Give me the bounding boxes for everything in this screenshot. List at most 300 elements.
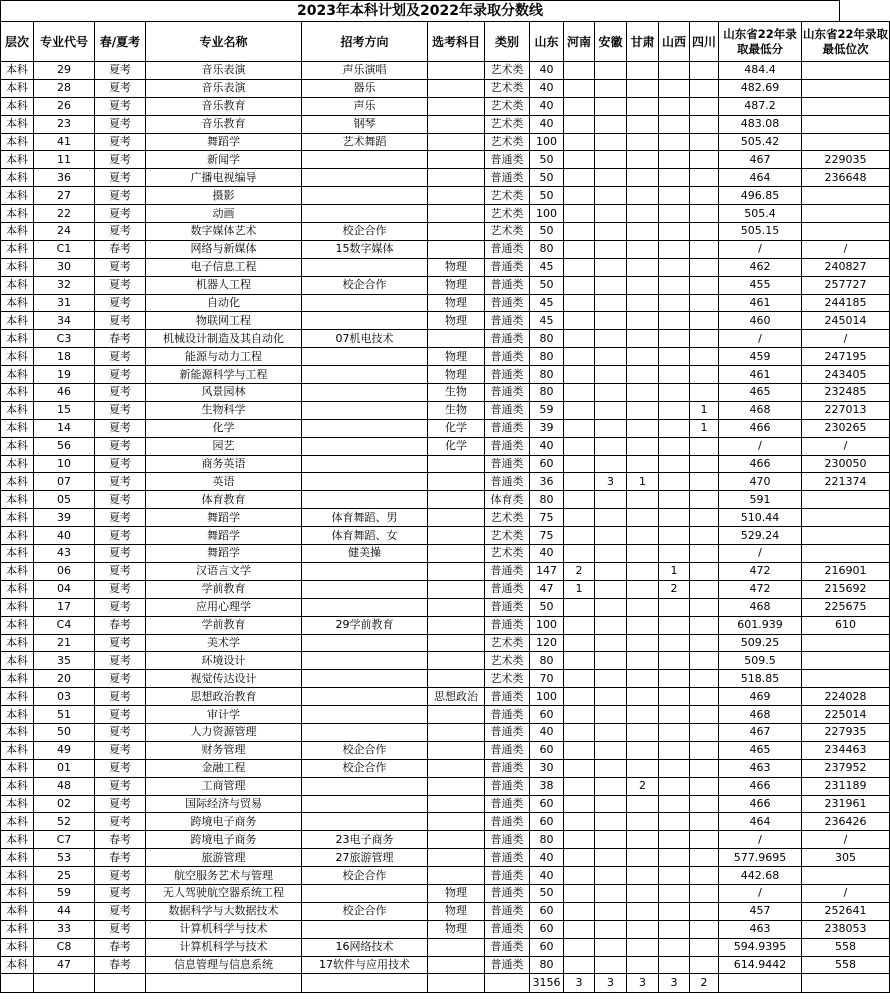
table-cell: 14 <box>34 419 95 437</box>
table-cell <box>627 723 659 741</box>
table-cell <box>595 759 627 777</box>
table-cell: 505.42 <box>719 133 802 151</box>
table-cell <box>627 670 659 688</box>
table-cell: 468 <box>719 706 802 724</box>
table-cell <box>627 276 659 294</box>
total-cell <box>95 974 146 993</box>
table-cell <box>428 169 485 187</box>
table-cell: 35 <box>34 652 95 670</box>
table-cell: 应用心理学 <box>146 598 302 616</box>
table-cell: 本科 <box>1 920 34 938</box>
table-cell: 1 <box>627 473 659 491</box>
table-row <box>1 598 890 616</box>
table-cell: 普通类 <box>485 258 530 276</box>
table-cell <box>428 956 485 974</box>
table-cell: 80 <box>530 652 564 670</box>
table-cell <box>802 223 890 241</box>
table-cell: 财务管理 <box>146 741 302 759</box>
table-cell: 本科 <box>1 294 34 312</box>
table-cell: 夏考 <box>95 366 146 384</box>
admission-table <box>0 21 890 993</box>
total-cell <box>485 974 530 993</box>
table-cell <box>690 294 719 312</box>
table-row <box>1 62 890 80</box>
table-cell <box>627 205 659 223</box>
table-cell <box>627 598 659 616</box>
table-cell <box>595 62 627 80</box>
table-cell: 463 <box>719 920 802 938</box>
table-cell: 257727 <box>802 276 890 294</box>
table-cell: 夏考 <box>95 276 146 294</box>
table-cell <box>595 867 627 885</box>
table-row <box>1 384 890 402</box>
table-cell: 75 <box>530 509 564 527</box>
table-cell: 100 <box>530 688 564 706</box>
table-cell: 化学 <box>146 419 302 437</box>
table-cell <box>428 723 485 741</box>
table-cell: 本科 <box>1 258 34 276</box>
table-cell: 464 <box>719 169 802 187</box>
table-cell: 音乐教育 <box>146 97 302 115</box>
table-cell <box>564 634 595 652</box>
table-cell <box>302 795 428 813</box>
table-cell: 夏考 <box>95 437 146 455</box>
table-cell <box>428 151 485 169</box>
table-cell: C8 <box>34 938 95 956</box>
table-cell <box>627 312 659 330</box>
table-cell <box>428 670 485 688</box>
table-cell: 04 <box>34 580 95 598</box>
table-row <box>1 580 890 598</box>
table-cell: 60 <box>530 902 564 920</box>
table-cell <box>627 509 659 527</box>
table-row <box>1 884 890 902</box>
table-cell: 30 <box>34 258 95 276</box>
total-cell <box>1 974 34 993</box>
table-cell <box>627 527 659 545</box>
table-cell: 本科 <box>1 545 34 563</box>
table-cell <box>659 330 690 348</box>
table-row <box>1 795 890 813</box>
table-cell: 231189 <box>802 777 890 795</box>
table-cell: 本科 <box>1 562 34 580</box>
table-cell: 27旅游管理 <box>302 849 428 867</box>
table-cell: 1 <box>659 562 690 580</box>
table-cell: 本科 <box>1 652 34 670</box>
table-cell <box>659 115 690 133</box>
table-cell <box>595 723 627 741</box>
table-cell: 本科 <box>1 348 34 366</box>
table-cell <box>690 831 719 849</box>
table-cell: 物理 <box>428 920 485 938</box>
table-cell: 614.9442 <box>719 956 802 974</box>
table-cell: 本科 <box>1 580 34 598</box>
table-cell <box>302 384 428 402</box>
table-cell: 56 <box>34 437 95 455</box>
table-cell <box>428 62 485 80</box>
table-cell <box>659 723 690 741</box>
table-cell: 509.5 <box>719 652 802 670</box>
table-cell <box>690 884 719 902</box>
table-cell: 机械设计制造及其自动化 <box>146 330 302 348</box>
table-cell: 本科 <box>1 240 34 258</box>
total-cell: 3 <box>659 974 690 993</box>
table-cell <box>690 616 719 634</box>
table-cell <box>302 151 428 169</box>
table-cell <box>659 634 690 652</box>
table-cell <box>627 491 659 509</box>
table-cell <box>595 527 627 545</box>
table-cell: 物理 <box>428 366 485 384</box>
table-cell: 新能源科学与工程 <box>146 366 302 384</box>
table-cell: 467 <box>719 151 802 169</box>
table-cell: 229035 <box>802 151 890 169</box>
table-cell: 23 <box>34 115 95 133</box>
table-cell <box>564 616 595 634</box>
table-cell <box>627 151 659 169</box>
table-cell <box>302 652 428 670</box>
table-cell: 夏考 <box>95 777 146 795</box>
table-cell <box>428 79 485 97</box>
table-cell: 60 <box>530 795 564 813</box>
table-cell <box>627 580 659 598</box>
table-cell <box>627 240 659 258</box>
table-cell <box>302 777 428 795</box>
column-header: 春/夏考 <box>95 22 146 62</box>
table-cell: 505.15 <box>719 223 802 241</box>
table-cell <box>690 777 719 795</box>
table-cell: 45 <box>530 258 564 276</box>
table-row <box>1 258 890 276</box>
table-cell: 夏考 <box>95 562 146 580</box>
table-cell <box>428 831 485 849</box>
table-cell: 80 <box>530 240 564 258</box>
total-cell: 3 <box>627 974 659 993</box>
table-cell <box>690 562 719 580</box>
table-row <box>1 187 890 205</box>
table-cell <box>595 884 627 902</box>
header-row <box>1 22 890 62</box>
table-cell: 32 <box>34 276 95 294</box>
table-cell <box>690 205 719 223</box>
table-cell: 60 <box>530 455 564 473</box>
table-cell <box>659 473 690 491</box>
table-cell: 577.9695 <box>719 849 802 867</box>
table-cell: 02 <box>34 795 95 813</box>
table-cell <box>302 437 428 455</box>
table-cell <box>690 652 719 670</box>
table-cell: 器乐 <box>302 79 428 97</box>
table-cell <box>564 867 595 885</box>
table-cell: 221374 <box>802 473 890 491</box>
table-cell: 243405 <box>802 366 890 384</box>
table-cell <box>302 169 428 187</box>
table-cell: 本科 <box>1 491 34 509</box>
table-cell: 艺术类 <box>485 545 530 563</box>
table-cell: C3 <box>34 330 95 348</box>
table-cell: 计算机科学与技术 <box>146 938 302 956</box>
table-cell: 36 <box>530 473 564 491</box>
table-cell <box>690 348 719 366</box>
table-cell <box>627 795 659 813</box>
table-cell <box>627 133 659 151</box>
table-cell <box>627 634 659 652</box>
table-cell <box>690 867 719 885</box>
table-cell: 247195 <box>802 348 890 366</box>
total-cell: 3 <box>595 974 627 993</box>
table-cell: 464 <box>719 813 802 831</box>
table-cell <box>659 97 690 115</box>
column-header: 专业代号 <box>34 22 95 62</box>
table-cell: 艺术类 <box>485 652 530 670</box>
table-cell: 夏考 <box>95 598 146 616</box>
table-cell: 44 <box>34 902 95 920</box>
table-cell <box>627 562 659 580</box>
table-cell: / <box>719 240 802 258</box>
table-row <box>1 169 890 187</box>
table-cell: 231961 <box>802 795 890 813</box>
table-cell: 40 <box>530 97 564 115</box>
table-cell: 本科 <box>1 956 34 974</box>
table-cell: 本科 <box>1 634 34 652</box>
table-cell: 601.939 <box>719 616 802 634</box>
table-cell: 468 <box>719 598 802 616</box>
table-cell: / <box>802 831 890 849</box>
table-cell: 夏考 <box>95 205 146 223</box>
table-cell: 466 <box>719 777 802 795</box>
table-cell <box>659 348 690 366</box>
table-cell <box>595 366 627 384</box>
table-cell <box>428 455 485 473</box>
table-cell <box>564 509 595 527</box>
column-header: 甘肃 <box>627 22 659 62</box>
table-cell: 463 <box>719 759 802 777</box>
table-row <box>1 831 890 849</box>
table-cell: 体育教育 <box>146 491 302 509</box>
table-cell <box>802 79 890 97</box>
table-cell <box>690 455 719 473</box>
table-cell: 环境设计 <box>146 652 302 670</box>
table-cell <box>802 545 890 563</box>
table-cell <box>595 849 627 867</box>
table-cell <box>428 652 485 670</box>
table-cell: 夏考 <box>95 580 146 598</box>
table-cell <box>659 902 690 920</box>
table-cell <box>564 473 595 491</box>
table-cell <box>627 938 659 956</box>
table-cell <box>302 598 428 616</box>
table-cell: 465 <box>719 384 802 402</box>
table-cell: 国际经济与贸易 <box>146 795 302 813</box>
table-cell: 艺术舞蹈 <box>302 133 428 151</box>
table-cell: 夏考 <box>95 79 146 97</box>
table-cell: C1 <box>34 240 95 258</box>
table-cell <box>659 187 690 205</box>
table-cell <box>690 759 719 777</box>
table-cell <box>690 902 719 920</box>
table-cell: 1 <box>690 401 719 419</box>
table-cell: 夏考 <box>95 384 146 402</box>
table-cell: 夏考 <box>95 97 146 115</box>
table-cell <box>627 849 659 867</box>
table-cell <box>302 562 428 580</box>
table-cell: 本科 <box>1 759 34 777</box>
table-cell <box>302 723 428 741</box>
table-cell: / <box>802 437 890 455</box>
table-cell: 38 <box>530 777 564 795</box>
table-cell <box>659 670 690 688</box>
table-cell: / <box>802 884 890 902</box>
table-cell <box>627 401 659 419</box>
table-cell: 夏考 <box>95 62 146 80</box>
total-cell: 3156 <box>530 974 564 993</box>
table-cell <box>564 330 595 348</box>
table-cell <box>595 419 627 437</box>
table-cell <box>302 670 428 688</box>
table-cell: 610 <box>802 616 890 634</box>
table-cell <box>302 455 428 473</box>
table-cell: 夏考 <box>95 187 146 205</box>
table-cell: 音乐表演 <box>146 62 302 80</box>
table-cell: 普通类 <box>485 938 530 956</box>
table-cell <box>627 366 659 384</box>
table-cell <box>690 62 719 80</box>
table-cell: 本科 <box>1 473 34 491</box>
table-cell <box>428 545 485 563</box>
table-cell <box>564 688 595 706</box>
table-cell <box>690 169 719 187</box>
table-cell: 本科 <box>1 115 34 133</box>
table-cell: 普通类 <box>485 706 530 724</box>
table-cell: 夏考 <box>95 527 146 545</box>
table-row <box>1 151 890 169</box>
table-cell <box>564 62 595 80</box>
table-cell: 本科 <box>1 884 34 902</box>
table-cell <box>302 294 428 312</box>
table-row <box>1 813 890 831</box>
table-cell <box>627 330 659 348</box>
table-cell: 能源与动力工程 <box>146 348 302 366</box>
table-cell <box>564 741 595 759</box>
table-cell <box>802 491 890 509</box>
table-cell <box>659 741 690 759</box>
table-cell: 夏考 <box>95 455 146 473</box>
table-cell: 舞蹈学 <box>146 133 302 151</box>
table-cell: 1 <box>564 580 595 598</box>
table-cell: 215692 <box>802 580 890 598</box>
table-row <box>1 652 890 670</box>
table-cell: 100 <box>530 205 564 223</box>
table-cell <box>595 616 627 634</box>
table-cell: 春考 <box>95 330 146 348</box>
table-cell: 本科 <box>1 437 34 455</box>
table-cell <box>690 437 719 455</box>
table-cell: 227013 <box>802 401 890 419</box>
table-cell <box>627 437 659 455</box>
table-cell: 广播电视编导 <box>146 169 302 187</box>
table-cell <box>690 384 719 402</box>
table-cell <box>659 706 690 724</box>
table-cell: 46 <box>34 384 95 402</box>
table-cell: 夏考 <box>95 813 146 831</box>
table-cell: 舞蹈学 <box>146 527 302 545</box>
table-cell <box>690 258 719 276</box>
table-cell: 36 <box>34 169 95 187</box>
table-cell: 27 <box>34 187 95 205</box>
table-cell <box>627 759 659 777</box>
table-cell: 春考 <box>95 938 146 956</box>
table-cell: 本科 <box>1 670 34 688</box>
table-cell: / <box>802 240 890 258</box>
table-cell <box>564 240 595 258</box>
table-cell <box>690 223 719 241</box>
table-cell: 本科 <box>1 867 34 885</box>
table-cell: 469 <box>719 688 802 706</box>
table-cell: 594.9395 <box>719 938 802 956</box>
table-row <box>1 509 890 527</box>
table-cell: 47 <box>34 956 95 974</box>
table-cell: 夏考 <box>95 401 146 419</box>
table-cell: 普通类 <box>485 777 530 795</box>
table-cell <box>627 920 659 938</box>
column-header: 山西 <box>659 22 690 62</box>
table-row <box>1 849 890 867</box>
table-cell <box>564 723 595 741</box>
table-cell: 夏考 <box>95 294 146 312</box>
table-cell: 461 <box>719 294 802 312</box>
table-cell <box>690 580 719 598</box>
table-cell <box>428 616 485 634</box>
table-cell <box>564 527 595 545</box>
table-cell: 艺术类 <box>485 79 530 97</box>
table-cell <box>659 240 690 258</box>
table-cell <box>595 777 627 795</box>
table-cell: 496.85 <box>719 187 802 205</box>
table-cell <box>659 884 690 902</box>
table-row <box>1 366 890 384</box>
table-cell <box>659 688 690 706</box>
table-cell: 442.68 <box>719 867 802 885</box>
table-cell <box>690 473 719 491</box>
table-cell: 466 <box>719 455 802 473</box>
column-header: 选考科目 <box>428 22 485 62</box>
total-cell <box>428 974 485 993</box>
table-row <box>1 276 890 294</box>
table-row <box>1 312 890 330</box>
table-cell <box>802 133 890 151</box>
table-cell <box>302 706 428 724</box>
table-cell <box>659 956 690 974</box>
table-cell: 夏考 <box>95 115 146 133</box>
table-cell: / <box>719 884 802 902</box>
table-cell <box>564 437 595 455</box>
table-cell: 17软件与应用技术 <box>302 956 428 974</box>
table-cell: 音乐表演 <box>146 79 302 97</box>
table-cell: 本科 <box>1 777 34 795</box>
table-cell: 23电子商务 <box>302 831 428 849</box>
table-cell: 本科 <box>1 741 34 759</box>
table-cell <box>564 670 595 688</box>
table-cell <box>428 473 485 491</box>
table-cell: 夏考 <box>95 509 146 527</box>
table-cell: 52 <box>34 813 95 831</box>
table-cell <box>595 795 627 813</box>
table-row <box>1 348 890 366</box>
table-cell <box>659 831 690 849</box>
table-cell: 472 <box>719 562 802 580</box>
table-cell: 60 <box>530 938 564 956</box>
table-row <box>1 723 890 741</box>
